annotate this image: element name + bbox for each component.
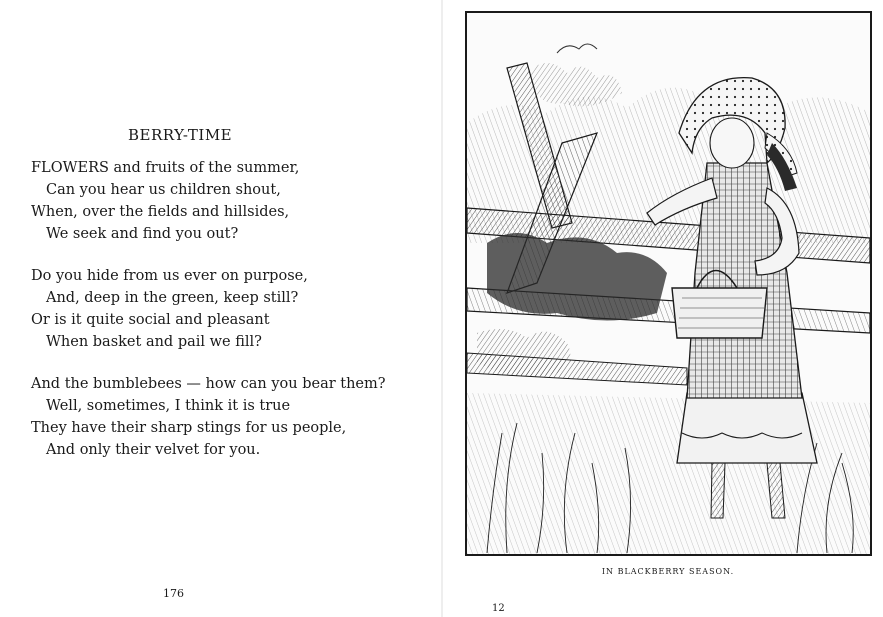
poem-line: Or is it quite social and pleasant xyxy=(31,312,270,328)
poem-line: They have their sharp stings for us people, xyxy=(31,420,347,436)
poem-title: BERRY-TIME xyxy=(128,126,233,144)
poem-line: We seek and find you out? xyxy=(46,226,239,242)
poem-line: And, deep in the green, keep still? xyxy=(46,290,299,306)
poem-line: When basket and pail we fill? xyxy=(46,334,262,350)
illustration-caption: IN BLACKBERRY SEASON. xyxy=(601,567,735,576)
right-page xyxy=(443,0,883,617)
illustration-plate xyxy=(465,11,872,556)
poem-body xyxy=(31,157,431,481)
poem-line: Can you hear us children shout, xyxy=(46,182,281,198)
poem-line: Do you hide from us ever on purpose, xyxy=(31,268,308,284)
poem-line: FLOWERS and fruits of the summer, xyxy=(31,160,300,176)
stanza xyxy=(31,373,431,461)
poem-line: And only their velvet for you. xyxy=(46,442,261,458)
poem-line: Well, sometimes, I think it is true xyxy=(46,398,291,414)
page-number: 12 xyxy=(492,603,505,614)
girl-picking-blackberries-illustration xyxy=(467,13,870,554)
stanza xyxy=(31,157,431,245)
page-number: 176 xyxy=(163,587,184,600)
poem-line: When, over the fields and hillsides, xyxy=(31,204,290,220)
left-page xyxy=(0,0,441,617)
poem-line: And the bumblebees — how can you bear them? xyxy=(31,376,386,392)
stanza xyxy=(31,265,431,353)
